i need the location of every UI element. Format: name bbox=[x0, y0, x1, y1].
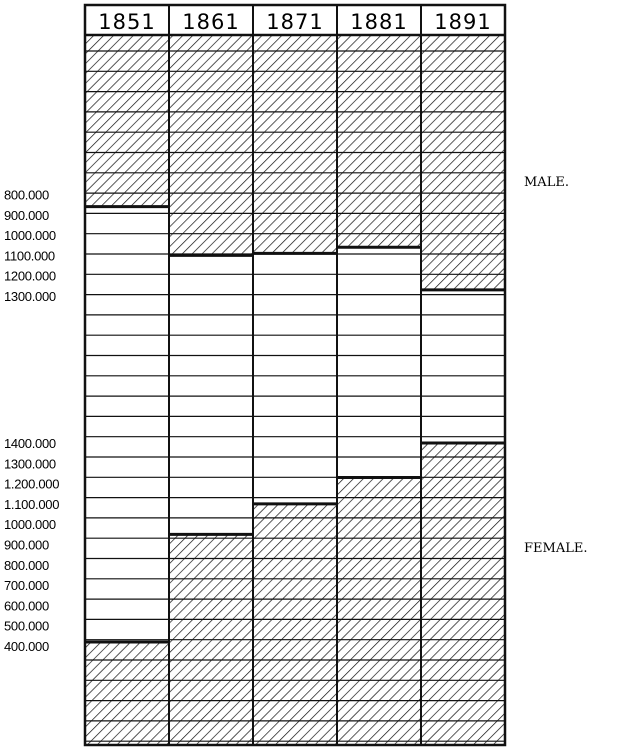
female-hatch-1871 bbox=[253, 504, 337, 745]
female-hatch-1851 bbox=[85, 642, 169, 745]
year-header-1851: 1851 bbox=[98, 10, 156, 34]
male-hatch-1871 bbox=[253, 35, 337, 253]
male-scale-tick: 1000.000 bbox=[4, 228, 56, 244]
female-scale-tick: 400.000 bbox=[4, 639, 49, 654]
female-scale-tick: 1300.000 bbox=[4, 456, 56, 472]
year-headers bbox=[98, 10, 491, 34]
female-scale-tick: 1.200.000 bbox=[4, 476, 60, 492]
male-hatch-1891 bbox=[421, 35, 505, 290]
female-scale-tick: 700.000 bbox=[4, 578, 49, 594]
female-series-label: FEMALE. bbox=[524, 541, 588, 556]
male-scale-tick: 1100.000 bbox=[4, 248, 55, 264]
male-series-label: MALE. bbox=[524, 175, 569, 190]
scale-labels bbox=[4, 188, 59, 655]
male-scale-tick: 900.000 bbox=[4, 207, 49, 223]
female-scale-tick: 1000.000 bbox=[4, 517, 56, 533]
female-scale-tick: 900.000 bbox=[4, 537, 49, 553]
male-hatch-1881 bbox=[337, 35, 421, 247]
female-scale-tick: 1.100.000 bbox=[4, 496, 60, 512]
male-scale-tick: 1200.000 bbox=[4, 268, 56, 284]
male-scale-tick: 800.000 bbox=[4, 187, 49, 203]
hatched-areas bbox=[85, 35, 505, 745]
female-scale-tick: 800.000 bbox=[4, 557, 49, 573]
male-hatch-1861 bbox=[169, 35, 253, 255]
year-header-1891: 1891 bbox=[434, 10, 492, 34]
year-header-1881: 1881 bbox=[350, 10, 408, 34]
year-header-1871: 1871 bbox=[266, 10, 324, 34]
male-scale-tick: 1300.000 bbox=[4, 289, 56, 304]
male-hatch-1851 bbox=[85, 35, 169, 207]
year-header-1861: 1861 bbox=[182, 10, 240, 34]
female-hatch-1891 bbox=[421, 443, 505, 745]
female-scale-tick: 1400.000 bbox=[4, 436, 56, 451]
female-scale-tick: 500.000 bbox=[4, 618, 49, 634]
female-scale-tick: 600.000 bbox=[4, 598, 49, 614]
